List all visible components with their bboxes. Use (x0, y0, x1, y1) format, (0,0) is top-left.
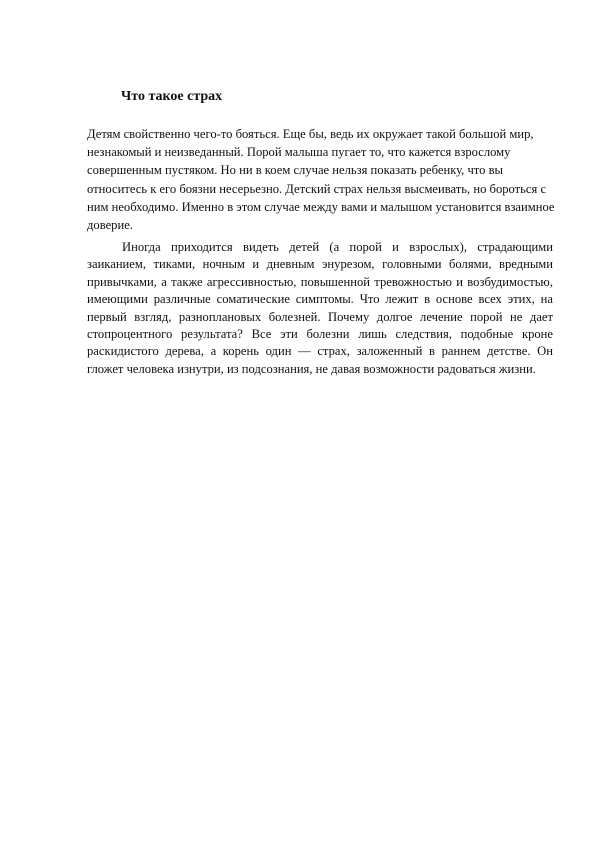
paragraph-main: Иногда приходится видеть детей (а порой и взрослых), страдающими заиканием, тиками, ночным и дневным энурезом, головными болями, вредными привычками, а также агрессивностью, повышенной тревожностью и возбудимостью, имеющими различные соматические симптомы. Что лежит в основе всех этих, на первый взгляд, разноплановых болезней. Почему долгое лечение порой не дает стопроцентного результата? Все эти болезни лишь следствия, подобные кроне раскидистого дерева, а корень один — страх, заложенный в раннем детстве. Он гложет человека изнутри, из подсознания, не давая возможности радоваться жизни. (87, 240, 553, 376)
paragraph-intro: Детям свойственно чего-то бояться. Еще бы, ведь их окружает такой большой мир, незнакомый и неизведанный. Порой малыша пугает то, что кажется взрослому совершенным пустяком. Но ни в коем случае нельзя показать ребенку, что вы относитесь к его боязни несерьезно. Детский страх нельзя высмеивать, но бороться с ним необходимо. Именно в этом случае между вами и малышом установится взаимное доверие. (87, 127, 555, 233)
document-title: Что такое страх (121, 89, 223, 104)
